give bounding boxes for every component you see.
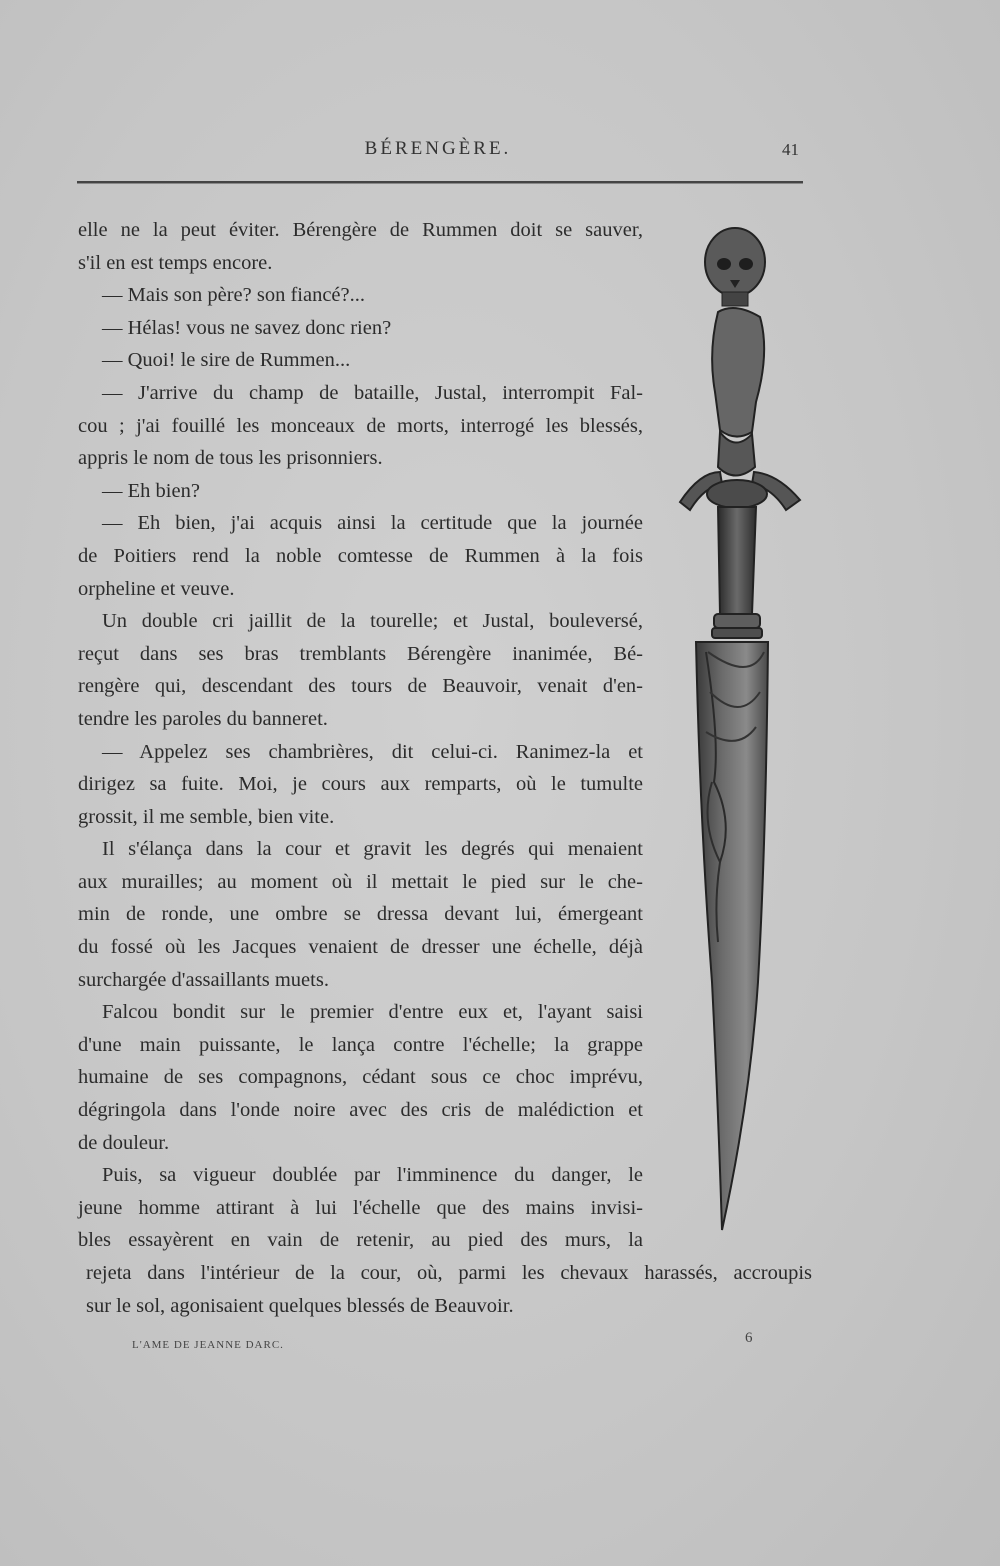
body-text-full-width [86, 1257, 812, 1322]
text-line: sur le sol, agonisaient quelques blessés de Beauvoir. [86, 1294, 514, 1317]
text-line: de Poitiers rend la noble comtesse de Rummen à la fois [78, 544, 643, 567]
text-line: dégringola dans l'onde noire avec des cris de malédiction et [78, 1099, 643, 1122]
page-number: 41 [782, 140, 799, 159]
text-line: de douleur. [78, 1131, 170, 1154]
text-line: — Hélas! vous ne savez donc rien? [102, 316, 392, 339]
text-line: — Eh bien? [102, 479, 200, 502]
text-line: appris le nom de tous les prisonniers. [78, 447, 383, 470]
text-line: Un double cri jaillit de la tourelle; et Justal, bouleversé, [102, 610, 643, 633]
text-line: — J'arrive du champ de bataille, Justal, interrompit Fal- [102, 381, 643, 404]
text-line: rejeta dans l'intérieur de la cour, où, parmi les chevaux harassés, accroupis [86, 1262, 812, 1284]
running-head: BÉRENGÈRE. [364, 138, 512, 159]
text-line: surchargée d'assaillants muets. [78, 968, 329, 991]
text-line: — Appelez ses chambrières, dit celui-ci. Ranimez-la et [102, 740, 643, 763]
header-rule [77, 181, 803, 184]
text-line: orpheline et veuve. [78, 577, 235, 600]
text-line: du fossé où les Jacques venaient de dresser une échelle, déjà [78, 936, 643, 959]
text-line: Il s'élança dans la cour et gravit les degrés qui menaient [102, 838, 643, 861]
text-line: — Mais son père? son fiancé?... [102, 284, 365, 307]
text-line: bles essayèrent en vain de retenir, au pied des murs, la [78, 1229, 643, 1252]
dagger-illustration [660, 222, 820, 1232]
text-line: humaine de ses compagnons, cédant sous ce choc imprévu, [78, 1066, 643, 1089]
signature-mark: 6 [745, 1330, 753, 1346]
text-line: min de ronde, une ombre se dressa devant lui, émergeant [78, 903, 643, 926]
text-line: Puis, sa vigueur doublée par l'imminence du danger, le [102, 1164, 643, 1187]
text-line: rengère qui, descendant des tours de Beauvoir, venait d'en- [78, 675, 643, 698]
text-line: elle ne la peut éviter. Bérengère de Rummen doit se sauver, [78, 219, 643, 241]
body-text [78, 214, 643, 1257]
text-line: s'il en est temps encore. [78, 251, 273, 274]
text-line: tendre les paroles du banneret. [78, 707, 328, 730]
text-line: aux murailles; au moment où il mettait le pied sur le che- [78, 870, 643, 893]
text-line: — Quoi! le sire de Rummen... [102, 349, 351, 372]
text-line: d'une main puissante, le lança contre l'échelle; la grappe [78, 1033, 643, 1056]
text-line: — Eh bien, j'ai acquis ainsi la certitude que la journée [102, 512, 643, 535]
text-line: reçut dans ses bras tremblants Bérengère inanimée, Bé- [78, 642, 643, 665]
text-line: Falcou bondit sur le premier d'entre eux et, l'ayant saisi [102, 1001, 643, 1024]
text-line: grossit, il me semble, bien vite. [78, 805, 335, 828]
text-line: jeune homme attirant à lui l'échelle que des mains invisi- [78, 1196, 643, 1219]
book-title-footer: L'AME DE JEANNE DARC. [132, 1339, 284, 1351]
text-line: dirigez sa fuite. Moi, je cours aux remparts, où le tumulte [78, 773, 643, 796]
text-line: cou ; j'ai fouillé les monceaux de morts, interrogé les blessés, [78, 414, 643, 437]
